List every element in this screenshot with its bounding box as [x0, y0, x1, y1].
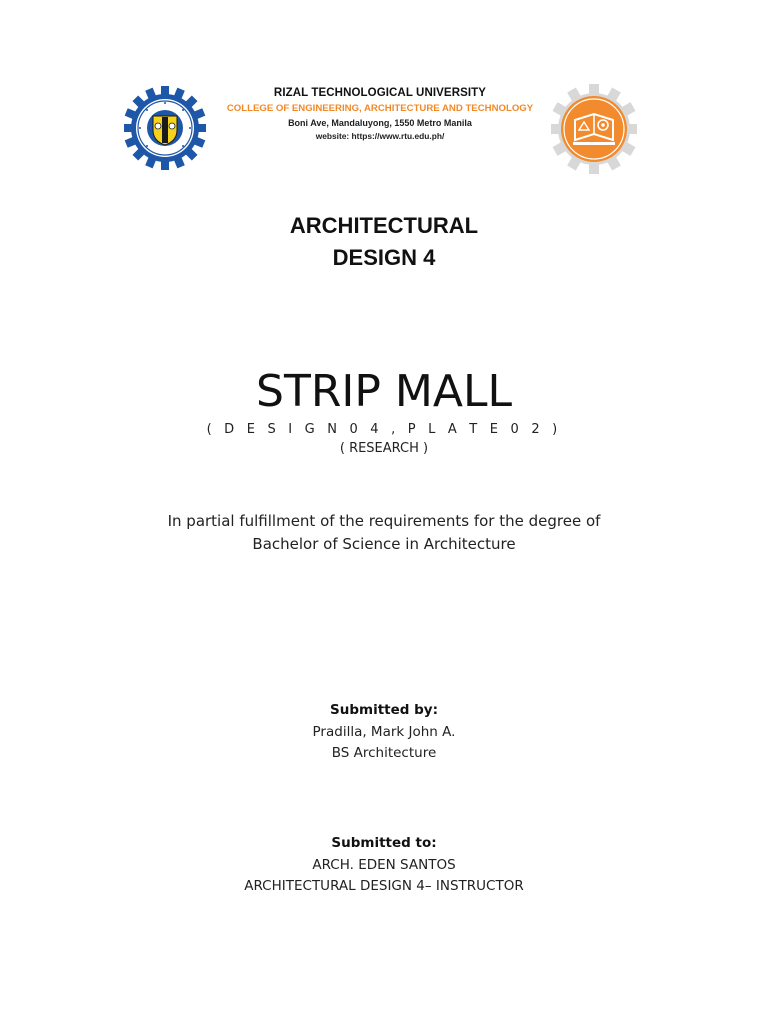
instructor-role: ARCHITECTURAL DESIGN 4– INSTRUCTOR [244, 878, 524, 894]
project-title: STRIP MALL [256, 366, 512, 417]
course-title [0, 210, 768, 274]
submitted-by-label: Submitted by: [330, 702, 438, 718]
university-name: RIZAL TECHNOLOGICAL UNIVERSITY [273, 87, 487, 99]
submitted-to-label: Submitted to: [331, 835, 437, 851]
instructor-name: ARCH. EDEN SANTOS [312, 856, 456, 873]
fulfillment-statement [0, 510, 768, 556]
course-title-line-2: DESIGN 4 [332, 245, 436, 270]
rtu-seal-logo [124, 86, 206, 170]
project-type: ( RESEARCH ) [339, 441, 429, 456]
student-name: Pradilla, Mark John A. [312, 723, 456, 740]
student-program: BS Architecture [331, 745, 437, 761]
plate-number: ( D E S I G N 0 4 , P L A T E 0 2 ) [206, 422, 562, 437]
university-address: Boni Ave, Mandaluyong, 1550 Metro Manila [288, 118, 472, 128]
university-website: website: https://www.rtu.edu.ph/ [315, 131, 445, 141]
course-title-line-1: ARCHITECTURAL [289, 213, 479, 238]
university-header [212, 86, 548, 142]
fulfillment-line-2: Bachelor of Science in Architecture [252, 535, 516, 553]
college-name: COLLEGE OF ENGINEERING, ARCHITECTURE AND TECHNOLOGY [226, 103, 534, 114]
submitted-to-section [0, 833, 768, 898]
fulfillment-line-1: In partial fulfillment of the requirements for the degree of [167, 512, 601, 530]
ceat-gear-logo [551, 84, 637, 174]
submitted-by-section [0, 700, 768, 765]
